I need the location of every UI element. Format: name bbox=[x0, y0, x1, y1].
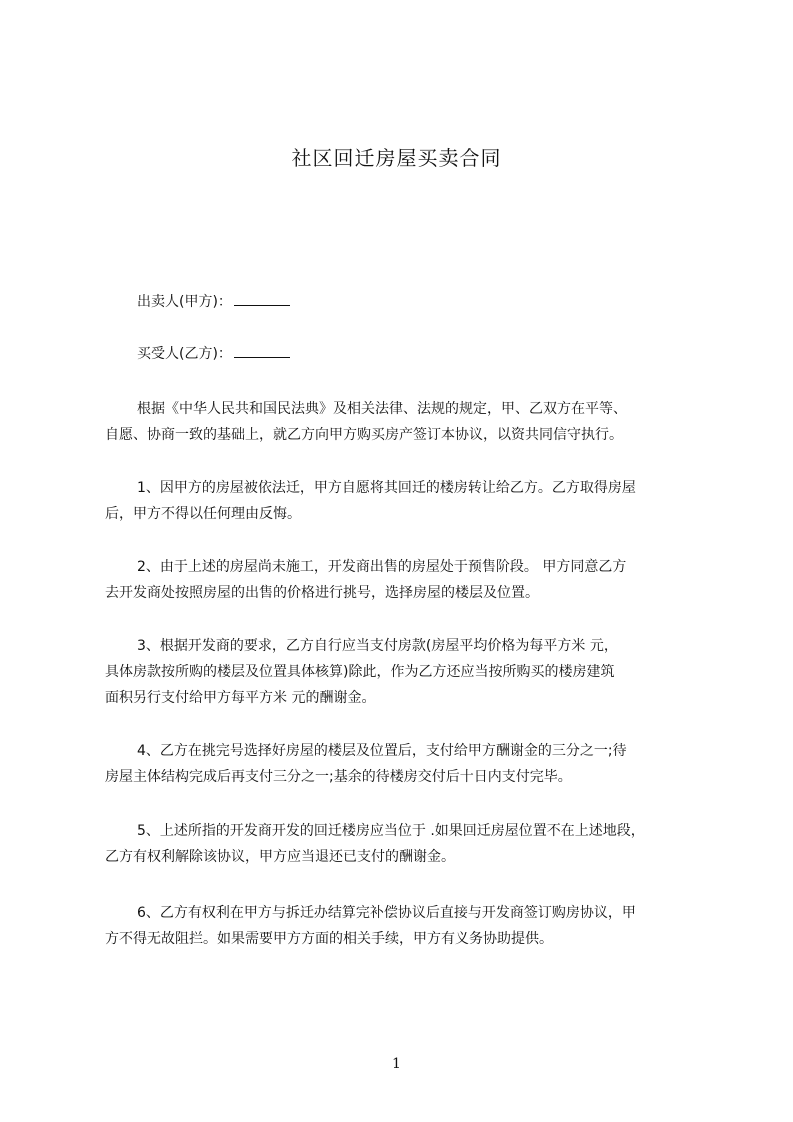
seller-label: 出卖人(甲方)： bbox=[137, 294, 232, 310]
paragraph-clause-4 bbox=[105, 738, 717, 790]
paragraph-line: 4、乙方在挑完号选择好房屋的楼层及位置后，支付给甲方酬谢金的三分之一;待 bbox=[137, 743, 627, 759]
paragraph-line: 自愿、协商一致的基础上，就乙方向甲方购买房产签订本协议，以资共同信守执行。 bbox=[105, 427, 623, 443]
buyer-blank-line bbox=[234, 345, 290, 358]
paragraph-line: 房屋主体结构完成后再支付三分之一;基余的待楼房交付后十日内支付完毕。 bbox=[105, 769, 572, 785]
paragraph-preamble bbox=[105, 396, 717, 448]
paragraph-line: 2、由于上述的房屋尚未施工，开发商出售的房屋处于预售阶段。 甲方同意乙方 bbox=[137, 559, 627, 575]
paragraph-line: 根据《中华人民共和国民法典》及相关法律、法规的规定，甲、乙双方在平等、 bbox=[137, 401, 627, 417]
paragraph-line: 面积另行支付给甲方每平方米 元的酬谢金。 bbox=[105, 690, 376, 706]
paragraph-line: 后，甲方不得以任何理由反悔。 bbox=[105, 506, 301, 522]
paragraph-line: 方不得无故阻拦。如果需要甲方方面的相关手续，甲方有义务协助提供。 bbox=[105, 931, 553, 947]
document-title: 社区回迁房屋买卖合同 bbox=[291, 146, 502, 170]
paragraph-line: 6、乙方有权利在甲方与拆迁办结算完补偿协议后直接与开发商签订购房协议，甲 bbox=[137, 905, 636, 921]
paragraph-line: 去开发商处按照房屋的出售的价格进行挑号，选择房屋的楼层及位置。 bbox=[105, 585, 539, 601]
paragraph-clause-6 bbox=[105, 900, 717, 952]
buyer-label: 买受人(乙方)： bbox=[137, 346, 232, 362]
paragraph-line: 具体房款按所购的楼层及位置具体核算)除此，作为乙方还应当按所购买的楼房建筑 bbox=[105, 664, 615, 680]
paragraph-line: 3、根据开发商的要求，乙方自行应当支付房款(房屋平均价格为每平方米 元， bbox=[137, 638, 618, 654]
seller-field bbox=[137, 293, 290, 311]
paragraph-line: 1、因甲方的房屋被依法迁，甲方自愿将其回迁的楼房转让给乙方。乙方取得房屋 bbox=[137, 480, 636, 496]
paragraph-clause-3 bbox=[105, 633, 717, 711]
paragraph-line: 乙方有权利解除该协议，甲方应当退还已支付的酬谢金。 bbox=[105, 849, 455, 865]
seller-blank-line bbox=[234, 293, 290, 306]
paragraph-clause-2 bbox=[105, 554, 717, 606]
buyer-field bbox=[137, 345, 290, 363]
paragraph-clause-1 bbox=[105, 475, 717, 527]
paragraph-line: 5、上述所指的开发商开发的回迁楼房应当位于 .如果回迁房屋位置不在上述地段， bbox=[137, 823, 645, 839]
page-number: 1 bbox=[392, 1056, 401, 1072]
paragraph-clause-5 bbox=[105, 818, 717, 870]
